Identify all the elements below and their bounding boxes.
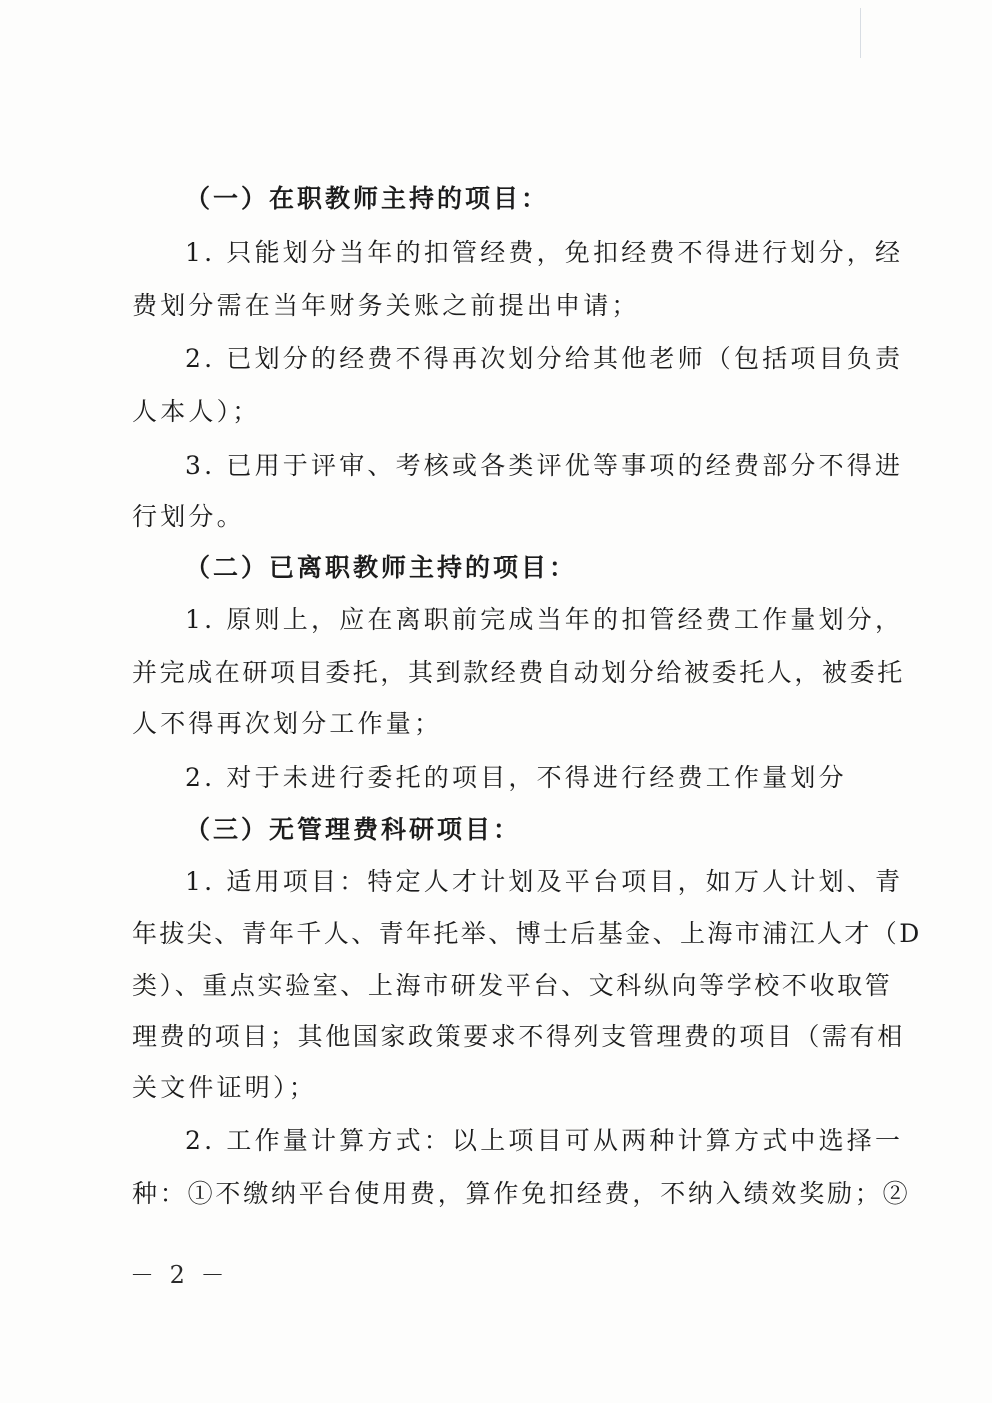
- paragraph-line: 关文件证明）；: [132, 1073, 317, 1102]
- section-heading-3: （三）无管理费科研项目：: [185, 815, 522, 844]
- paragraph-line: 费划分需在当年财务关账之前提出申请；: [132, 291, 640, 320]
- paragraph-line: 类）、重点实验室、上海市研发平台、文科纵向等学校不收取管: [132, 971, 893, 1000]
- scan-edge-mark: [860, 8, 861, 58]
- paragraph-line: 种：①不缴纳平台使用费，算作免扣经费，不纳入绩效奖励；②: [132, 1179, 911, 1208]
- section-heading-1: （一）在职教师主持的项目：: [185, 184, 550, 213]
- paragraph-line: 行划分。: [132, 502, 245, 531]
- paragraph-line: 1. 原则上，应在离职前完成当年的扣管经费工作量划分，: [185, 605, 904, 634]
- section-heading-2: （二）已离职教师主持的项目：: [185, 553, 578, 582]
- paragraph-line: 2. 对于未进行委托的项目，不得进行经费工作量划分: [185, 763, 847, 792]
- paragraph-line: 人本人）；: [132, 397, 261, 426]
- paragraph-line: 2. 工作量计算方式：以上项目可从两种计算方式中选择一: [185, 1126, 904, 1155]
- paragraph-line: 年拔尖、青年千人、青年托举、博士后基金、上海市浦江人才（D: [132, 919, 922, 948]
- paragraph-line: 并完成在研项目委托，其到款经费自动划分给被委托人，被委托: [132, 658, 905, 687]
- paragraph-line: 2. 已划分的经费不得再次划分给其他老师（包括项目负责: [185, 344, 904, 373]
- paragraph-line: 理费的项目；其他国家政策要求不得列支管理费的项目（需有相: [132, 1022, 905, 1051]
- paragraph-line: 1. 适用项目：特定人才计划及平台项目，如万人计划、青: [185, 867, 904, 896]
- paragraph-line: 3. 已用于评审、考核或各类评优等事项的经费部分不得进: [185, 451, 904, 480]
- paragraph-line: 人不得再次划分工作量；: [132, 709, 443, 738]
- paragraph-line: 1. 只能划分当年的扣管经费，免扣经费不得进行划分，经: [185, 238, 904, 267]
- page-number: － 2 －: [130, 1261, 229, 1289]
